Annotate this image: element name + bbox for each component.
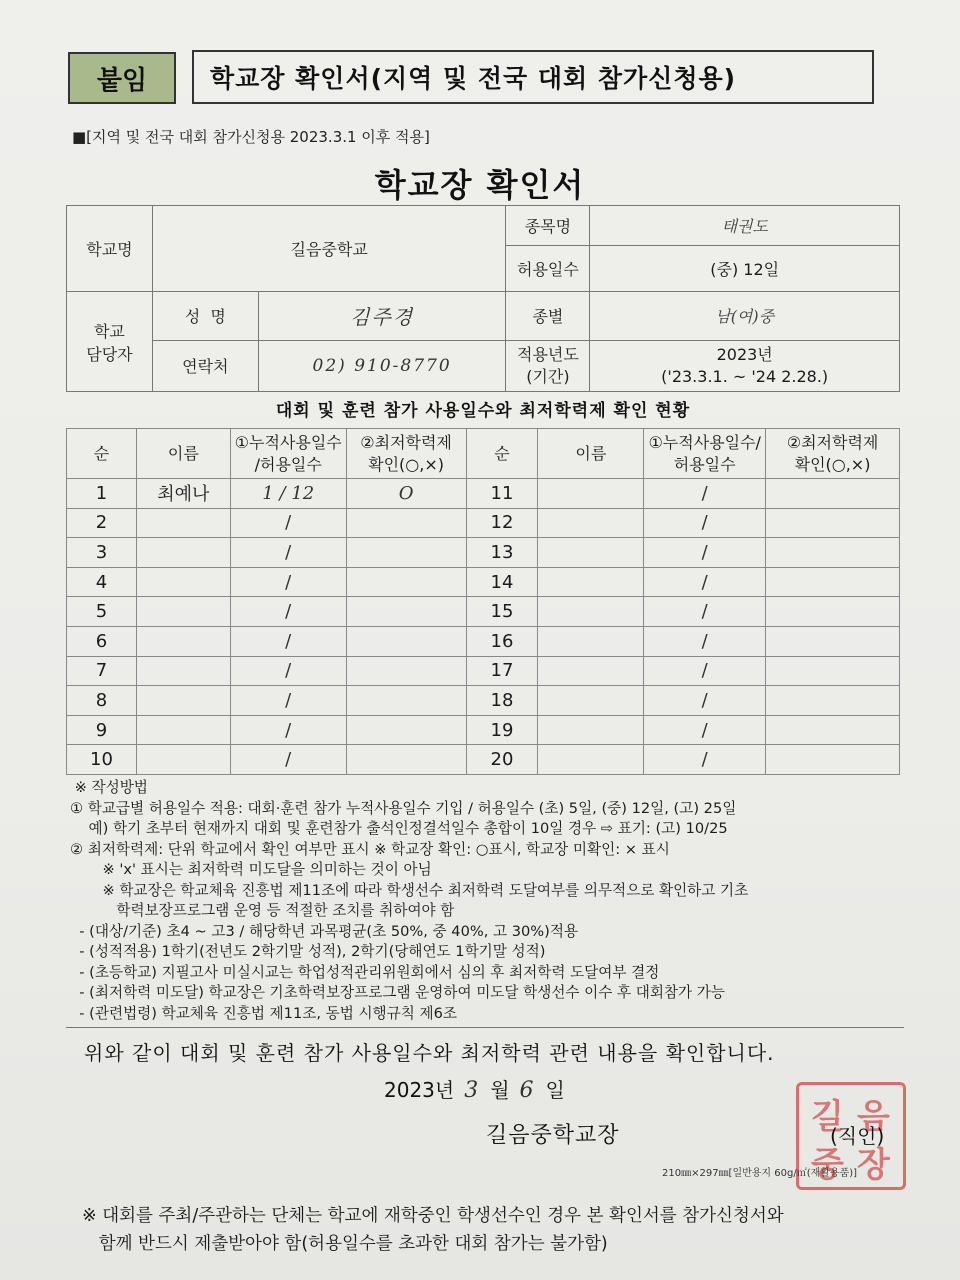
date-day: 6 <box>519 1078 536 1103</box>
row-name-2 <box>538 745 644 775</box>
section-title: 대회 및 훈련 참가 사용일수와 최저학력제 확인 현황 <box>275 401 691 421</box>
row-check-2 <box>766 656 900 686</box>
row-name <box>136 745 230 775</box>
header-title: 학교장 확인서(지역 및 전국 대회 참가신청용) <box>192 50 874 104</box>
row-check-2 <box>766 745 900 775</box>
row-days: / <box>230 538 346 568</box>
row-name-2 <box>538 715 644 745</box>
document-title: 학교장 확인서 <box>374 166 586 204</box>
row-days: / <box>230 686 346 716</box>
row-name <box>136 626 230 656</box>
contact-value: 02) 910-8770 <box>258 340 506 391</box>
instruction-line: ※ 학교장은 학교체육 진흥법 제11조에 따라 학생선수 최저학력 도달여부를 의무적으로 확인하고 기초 <box>70 881 749 899</box>
row-name-2 <box>538 508 644 538</box>
row-no-2: 17 <box>466 656 538 686</box>
row-days-2: / <box>644 597 766 627</box>
table-row <box>67 745 900 775</box>
school-value: 길음중학교 <box>152 206 506 292</box>
row-no-2: 11 <box>466 479 538 509</box>
event-label: 종목명 <box>506 206 590 246</box>
usage-table <box>66 428 900 775</box>
table-row <box>67 567 900 597</box>
year-label: 적용년도 (기간) <box>506 340 590 391</box>
row-no: 5 <box>67 597 137 627</box>
row-check-2 <box>766 597 900 627</box>
table-row <box>67 656 900 686</box>
confirmation-text: 위와 같이 대회 및 훈련 참가 사용일수와 최저학력 관련 내용을 확인합니다. <box>84 1041 775 1065</box>
instruction-line: - (성적적용) 1학기(전년도 2학기말 성적), 2학기(당해연도 1학기말 성적) <box>70 943 546 960</box>
footer-line-2: 함께 반드시 제출받아야 함(허용일수를 초과한 대회 참가는 불가함) <box>82 1234 608 1254</box>
row-no-2: 15 <box>466 597 538 627</box>
instruction-line: 예) 학기 초부터 현재까지 대회 및 훈련참가 출석인정결석일수 총합이 10일 경우 ⇨ 표기: (고) 10/25 <box>70 820 728 837</box>
row-days: 1 / 12 <box>230 479 346 509</box>
instruction-line: - (대상/기준) 초4 ~ 고3 / 해당학년 과목평균(초 50%, 중 40%, 고 30%)적용 <box>70 922 579 940</box>
event-value: 태권도 <box>590 206 900 246</box>
col-header-no: 순 <box>67 429 137 479</box>
row-days: / <box>230 597 346 627</box>
row-no: 8 <box>67 686 137 716</box>
paper-spec: 210㎜×297㎜[일반용지 60g/㎡(재활용품)] <box>662 1168 858 1179</box>
allowed-days-value: (중) 12일 <box>590 246 900 292</box>
row-check: O <box>346 479 466 509</box>
seal-char-4: 장 <box>857 1145 890 1185</box>
row-name <box>136 567 230 597</box>
table-row <box>67 686 900 716</box>
row-check-2 <box>766 508 900 538</box>
footer-line-1: ※ 대회를 주최/주관하는 단체는 학교에 재학중인 학생선수인 경우 본 확인서를 참가신청서와 <box>82 1206 784 1226</box>
row-no-2: 20 <box>466 745 538 775</box>
row-no-2: 18 <box>466 686 538 716</box>
row-name <box>136 715 230 745</box>
school-label: 학교명 <box>67 206 153 292</box>
name-label: 성 명 <box>152 292 258 341</box>
row-days: / <box>230 715 346 745</box>
period-value: ('23.3.1. ~ '24 2.28.) <box>661 366 829 386</box>
row-check <box>346 597 466 627</box>
instruction-line: ※ 'x' 표시는 최저학력 미도달을 의미하는 것이 아님 <box>70 861 432 878</box>
row-name-2 <box>538 626 644 656</box>
col-header-no-2: 순 <box>466 429 538 479</box>
row-no: 3 <box>67 538 137 568</box>
footer-note <box>82 1202 784 1258</box>
instruction-line: - (초등학교) 지필고사 미실시교는 학업성적관리위원회에서 심의 후 최저학력 도달여부 결정 <box>70 963 660 981</box>
confirmation-date <box>384 1074 565 1103</box>
date-year: 2023년 <box>384 1078 455 1102</box>
date-month-label: 월 <box>490 1078 510 1102</box>
year-value: 2023년 <box>716 344 773 364</box>
row-name-2 <box>538 567 644 597</box>
seal-label: (직인) <box>830 1124 885 1148</box>
row-no-2: 14 <box>466 567 538 597</box>
row-name-2 <box>538 479 644 509</box>
gender-value: 남(여)중 <box>590 292 900 341</box>
row-days-2: / <box>644 567 766 597</box>
row-days-2: / <box>644 656 766 686</box>
col-header-name: 이름 <box>136 429 230 479</box>
instruction-line: - (최저학력 미도달) 학교장은 기초학력보장프로그램 운영하여 미도달 학생선수 이수 후 대회참가 가능 <box>70 984 725 1001</box>
table-row <box>67 538 900 568</box>
row-no: 2 <box>67 508 137 538</box>
seal-char-2: 음 <box>857 1097 890 1137</box>
row-check <box>346 567 466 597</box>
instruction-line: ※ 작성방법 <box>70 779 148 796</box>
row-days: / <box>230 745 346 775</box>
seal-char-3: 중 <box>811 1145 844 1185</box>
row-no: 1 <box>67 479 137 509</box>
row-days-2: / <box>644 715 766 745</box>
name-value: 김주경 <box>258 292 506 341</box>
table-row <box>67 626 900 656</box>
col-header-days-2: ①누적사용일수/ 허용일수 <box>644 429 766 479</box>
manager-label: 학교 담당자 <box>67 292 153 392</box>
row-days-2: / <box>644 479 766 509</box>
row-no: 9 <box>67 715 137 745</box>
row-no: 6 <box>67 626 137 656</box>
row-days: / <box>230 508 346 538</box>
table-row <box>67 508 900 538</box>
info-table <box>66 205 900 392</box>
row-no: 10 <box>67 745 137 775</box>
col-header-days: ①누적사용일수 /허용일수 <box>230 429 346 479</box>
row-days: / <box>230 626 346 656</box>
col-header-check: ②최저학력제 확인(○,×) <box>346 429 466 479</box>
row-days-2: / <box>644 538 766 568</box>
application-note: ■[지역 및 전국 대회 참가신청용 2023.3.1 이후 적용] <box>72 128 430 146</box>
allowed-days-label: 허용일수 <box>506 246 590 292</box>
row-name <box>136 508 230 538</box>
row-days: / <box>230 567 346 597</box>
row-no: 4 <box>67 567 137 597</box>
row-name <box>136 686 230 716</box>
instruction-line: - (관련법령) 학교체육 진흥법 제11조, 동법 시행규칙 제6조 <box>70 1004 457 1022</box>
row-no-2: 16 <box>466 626 538 656</box>
row-check <box>346 626 466 656</box>
row-days-2: / <box>644 626 766 656</box>
row-days: / <box>230 656 346 686</box>
seal-char-1: 길 <box>811 1097 844 1137</box>
row-name: 최예나 <box>136 479 230 509</box>
row-name <box>136 538 230 568</box>
row-check-2 <box>766 686 900 716</box>
row-check <box>346 656 466 686</box>
instructions <box>70 778 910 1024</box>
instruction-line: ① 학교급별 허용일수 적용: 대회·훈련 참가 누적사용일수 기입 / 허용일수 (초) 5일, (중) 12일, (고) 25일 <box>70 799 737 817</box>
row-check <box>346 715 466 745</box>
row-check <box>346 686 466 716</box>
row-name-2 <box>538 597 644 627</box>
instruction-line: 학력보장프로그램 운영 등 적절한 조치를 취하여야 함 <box>70 902 455 919</box>
row-check <box>346 745 466 775</box>
table-row <box>67 715 900 745</box>
row-check <box>346 538 466 568</box>
principal-name: 길음중학교장 <box>486 1123 620 1148</box>
row-check-2 <box>766 538 900 568</box>
table-row <box>67 479 900 509</box>
row-check-2 <box>766 715 900 745</box>
table-header-row <box>67 429 900 479</box>
year-cell <box>590 340 900 391</box>
table-row <box>67 597 900 627</box>
row-check-2 <box>766 479 900 509</box>
row-no-2: 13 <box>466 538 538 568</box>
row-check <box>346 508 466 538</box>
row-name-2 <box>538 538 644 568</box>
row-no: 7 <box>67 656 137 686</box>
row-name-2 <box>538 686 644 716</box>
row-no-2: 19 <box>466 715 538 745</box>
col-header-check-2: ②최저학력제 확인(○,×) <box>766 429 900 479</box>
row-name <box>136 597 230 627</box>
divider <box>66 1027 904 1028</box>
row-no-2: 12 <box>466 508 538 538</box>
gender-label: 종별 <box>506 292 590 341</box>
contact-label: 연락처 <box>152 340 258 391</box>
row-days-2: / <box>644 508 766 538</box>
date-day-label: 일 <box>545 1078 565 1102</box>
row-days-2: / <box>644 745 766 775</box>
date-month: 3 <box>464 1078 481 1103</box>
row-name <box>136 656 230 686</box>
row-check-2 <box>766 567 900 597</box>
row-days-2: / <box>644 686 766 716</box>
row-name-2 <box>538 656 644 686</box>
instruction-line: ② 최저학력제: 단위 학교에서 확인 여부만 표시 ※ 학교장 확인: ○표시, 학교장 미확인: × 표시 <box>70 840 670 858</box>
row-check-2 <box>766 626 900 656</box>
attachment-tag: 붙임 <box>68 52 176 104</box>
col-header-name-2: 이름 <box>538 429 644 479</box>
